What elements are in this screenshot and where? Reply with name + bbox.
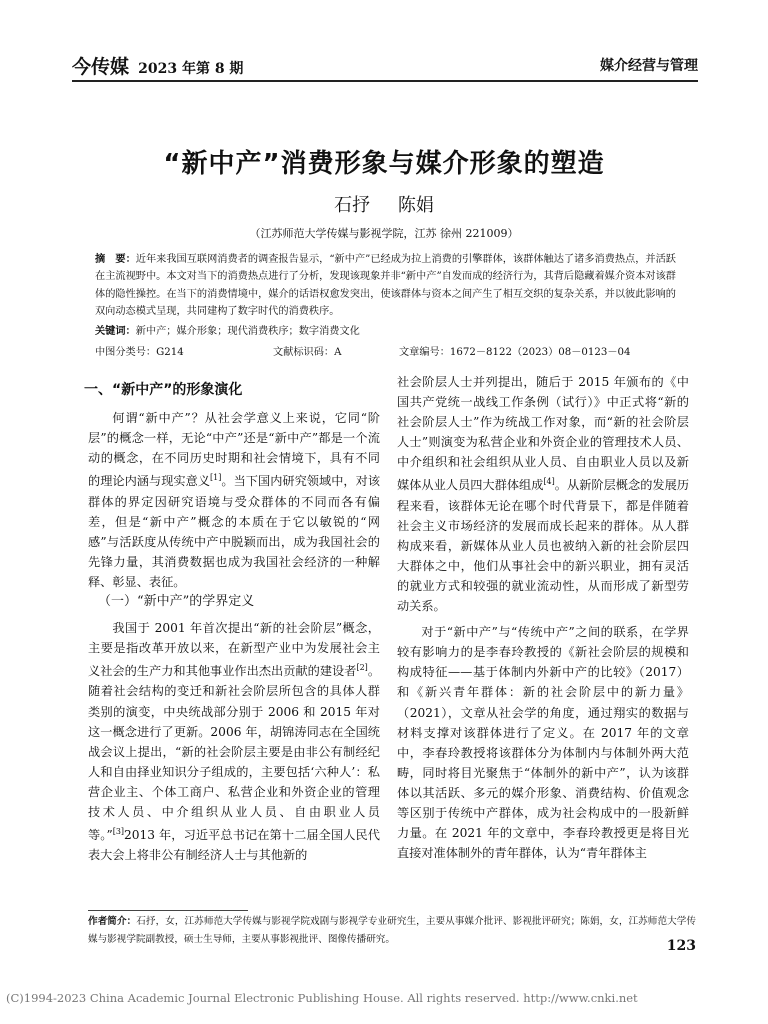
- issue-number: 2023 年第 8 期: [138, 61, 244, 77]
- footnote-rule: [88, 910, 248, 911]
- classification-row: [95, 343, 695, 359]
- left-column: [84, 372, 381, 865]
- section-heading: 一、“新中产”的形象演化: [84, 382, 243, 398]
- citation: [4]: [543, 477, 555, 487]
- citation: [3]: [112, 827, 125, 837]
- column-name: 媒介经营与管理: [600, 58, 698, 74]
- footnote-label: 作者简介：: [88, 916, 137, 927]
- article-title: “新中产”消费形象与媒介形象的塑造: [163, 149, 605, 179]
- paragraph: 对于“新中产”与“传统中产”之间的联系，在学界较有影响力的是李春玲教授的《新社会阶层的规模和构成特征——基于体制内外新中产的比较》（2017）和《新兴青年群体：新的社会阶层中的新力量》（2021），文章从社会学的角度，通过翔实的数据与材料支撑对该群体进行了定义。在 2017 年的文章中，李春玲教授将该群体分为体制内与体制外两大范畴，同时将目光聚焦于“体制外的新中产”，认为该群体以其活跃、多元的媒介形象、消费结构、价值观念等区别于传统中产群体，成为社会构成中的一股新鲜力量。在 2021 年的文章中，李春玲教授更是将目光直接对准体制外的青年群体，认为“青年群体主: [397, 625, 689, 861]
- affiliation: （江苏师范大学传媒与影视学院，江苏 徐州 221009）: [249, 227, 519, 240]
- subsection-heading: （一）“新中产”的学界定义: [98, 594, 255, 609]
- article-number: 文章编号：1672－8122（2023）08－0123－04: [399, 347, 631, 358]
- page-number: 123: [666, 938, 696, 954]
- citation: [2]: [356, 663, 368, 673]
- paragraph: 我国于 2001 年首次提出“新的社会阶层”概念，主要是指改革开放以来，在新型产业中为发展社会主义社会的生产力和其他事业作出杰出贡献的建设者[2]。随着社会结构的变迁和新社会阶层所包含的具体人群类别的演变，中央统战部分别于 2006 和 2015 年对这一概念进行了更新。2006 年，胡锦涛同志在全国统战会议上提出，“新的社会阶层主要是由非公有制经纪人和自由择业知识分子组成的，主要包括‘六种人’：私营企业主、个体工商户、私营企业和外资企业的管理技术人员、中介组织从业人员、自由职业人员等。”[3]2013 年，习近平总书记在第十二届全国人民代表大会上将非公有制经济人士与其他新的: [88, 621, 381, 863]
- keywords: [95, 322, 676, 337]
- right-column: [397, 372, 689, 863]
- authors: 石抒 陈娟: [334, 195, 434, 216]
- citation: [1]: [210, 473, 222, 483]
- running-header-journal: [72, 52, 243, 79]
- paragraph: 何谓“新中产”？从社会学意义上来说，它同“阶层”的概念一样，无论“中产”还是“新中产”都是一个流动的概念，在不同历史时期和社会情境下，具有不同的理论内涵与现实意义[1]。当下国内研究领域中，对该群体的界定因研究语境与受众群体的不同而各有偏差，但是“新中产”概念的本质在于它以敏锐的“网感”与活跃度从传统中产中脱颖而出，成为我国社会的先锋力量，其消费数据也成为我国社会经济的一种解释、彰显、表征。: [88, 411, 381, 589]
- abstract-label: 摘 要：: [95, 254, 136, 265]
- keywords-label: 关键词：: [95, 326, 136, 337]
- abstract-text: 近年来我国互联网消费者的调查报告显示，“新中产”已经成为拉上消费的引擎群体，该群体触达了诸多消费热点，并活跃在主流视野中。本文对当下的消费热点进行了分析，发现该现象并非“新中产”自发而成的经济行为，其背后隐藏着媒介资本对该群体的隐性操控。在当下的消费情境中，媒介的话语权愈发突出，使该群体与资本之间产生了相互交织的复杂关系，并以彼此影响的双向动态模式呈现，共同建构了数字时代的消费秩序。: [95, 254, 676, 317]
- footnote-text: 石抒，女，江苏师范大学传媒与影视学院戏剧与影视学专业研究生，主要从事媒介批评、影视批评研究；陈娟，女，江苏师范大学传媒与影视学院副教授，硕士生导师，主要从事影视批评、图像传播研究。: [88, 916, 697, 945]
- paragraph: 社会阶层人士并列提出，随后于 2015 年颁布的《中国共产党统一战线工作条例（试行）》中正式将“新的社会阶层人士”作为统战工作对象，而“新的社会阶层人士”则演变为私营企业和外资企业的管理技术人员、中介组织和社会组织从业人员、自由职业人员以及新媒体从业人员四大群体组成[4]。从新阶层概念的发展历程来看，该群体无论在哪个时代背景下，都是伴随着社会主义市场经济的发展而成长起来的群体。从人群构成来看，新媒体从业人员也被纳入新的社会阶层四大群体之中，他们从事社会中的新兴职业，拥有灵活的就业方式和较强的就业流动性，从而形成了新型劳动关系。: [397, 375, 690, 614]
- class-number: 中图分类号：G214: [95, 347, 184, 358]
- author-footnote: [88, 913, 696, 949]
- keywords-text: 新中产；媒介形象；现代消费秩序；数字消费文化: [135, 326, 360, 337]
- abstract: [95, 251, 676, 320]
- journal-name: 今传媒: [72, 56, 130, 78]
- document-code: 文献标识码：A: [273, 347, 342, 358]
- header-rule: [72, 80, 698, 82]
- copyright-line: (C)1994-2023 China Academic Journal Electronic Publishing House. All rights reserved. http://www.cnki.net: [6, 991, 638, 1005]
